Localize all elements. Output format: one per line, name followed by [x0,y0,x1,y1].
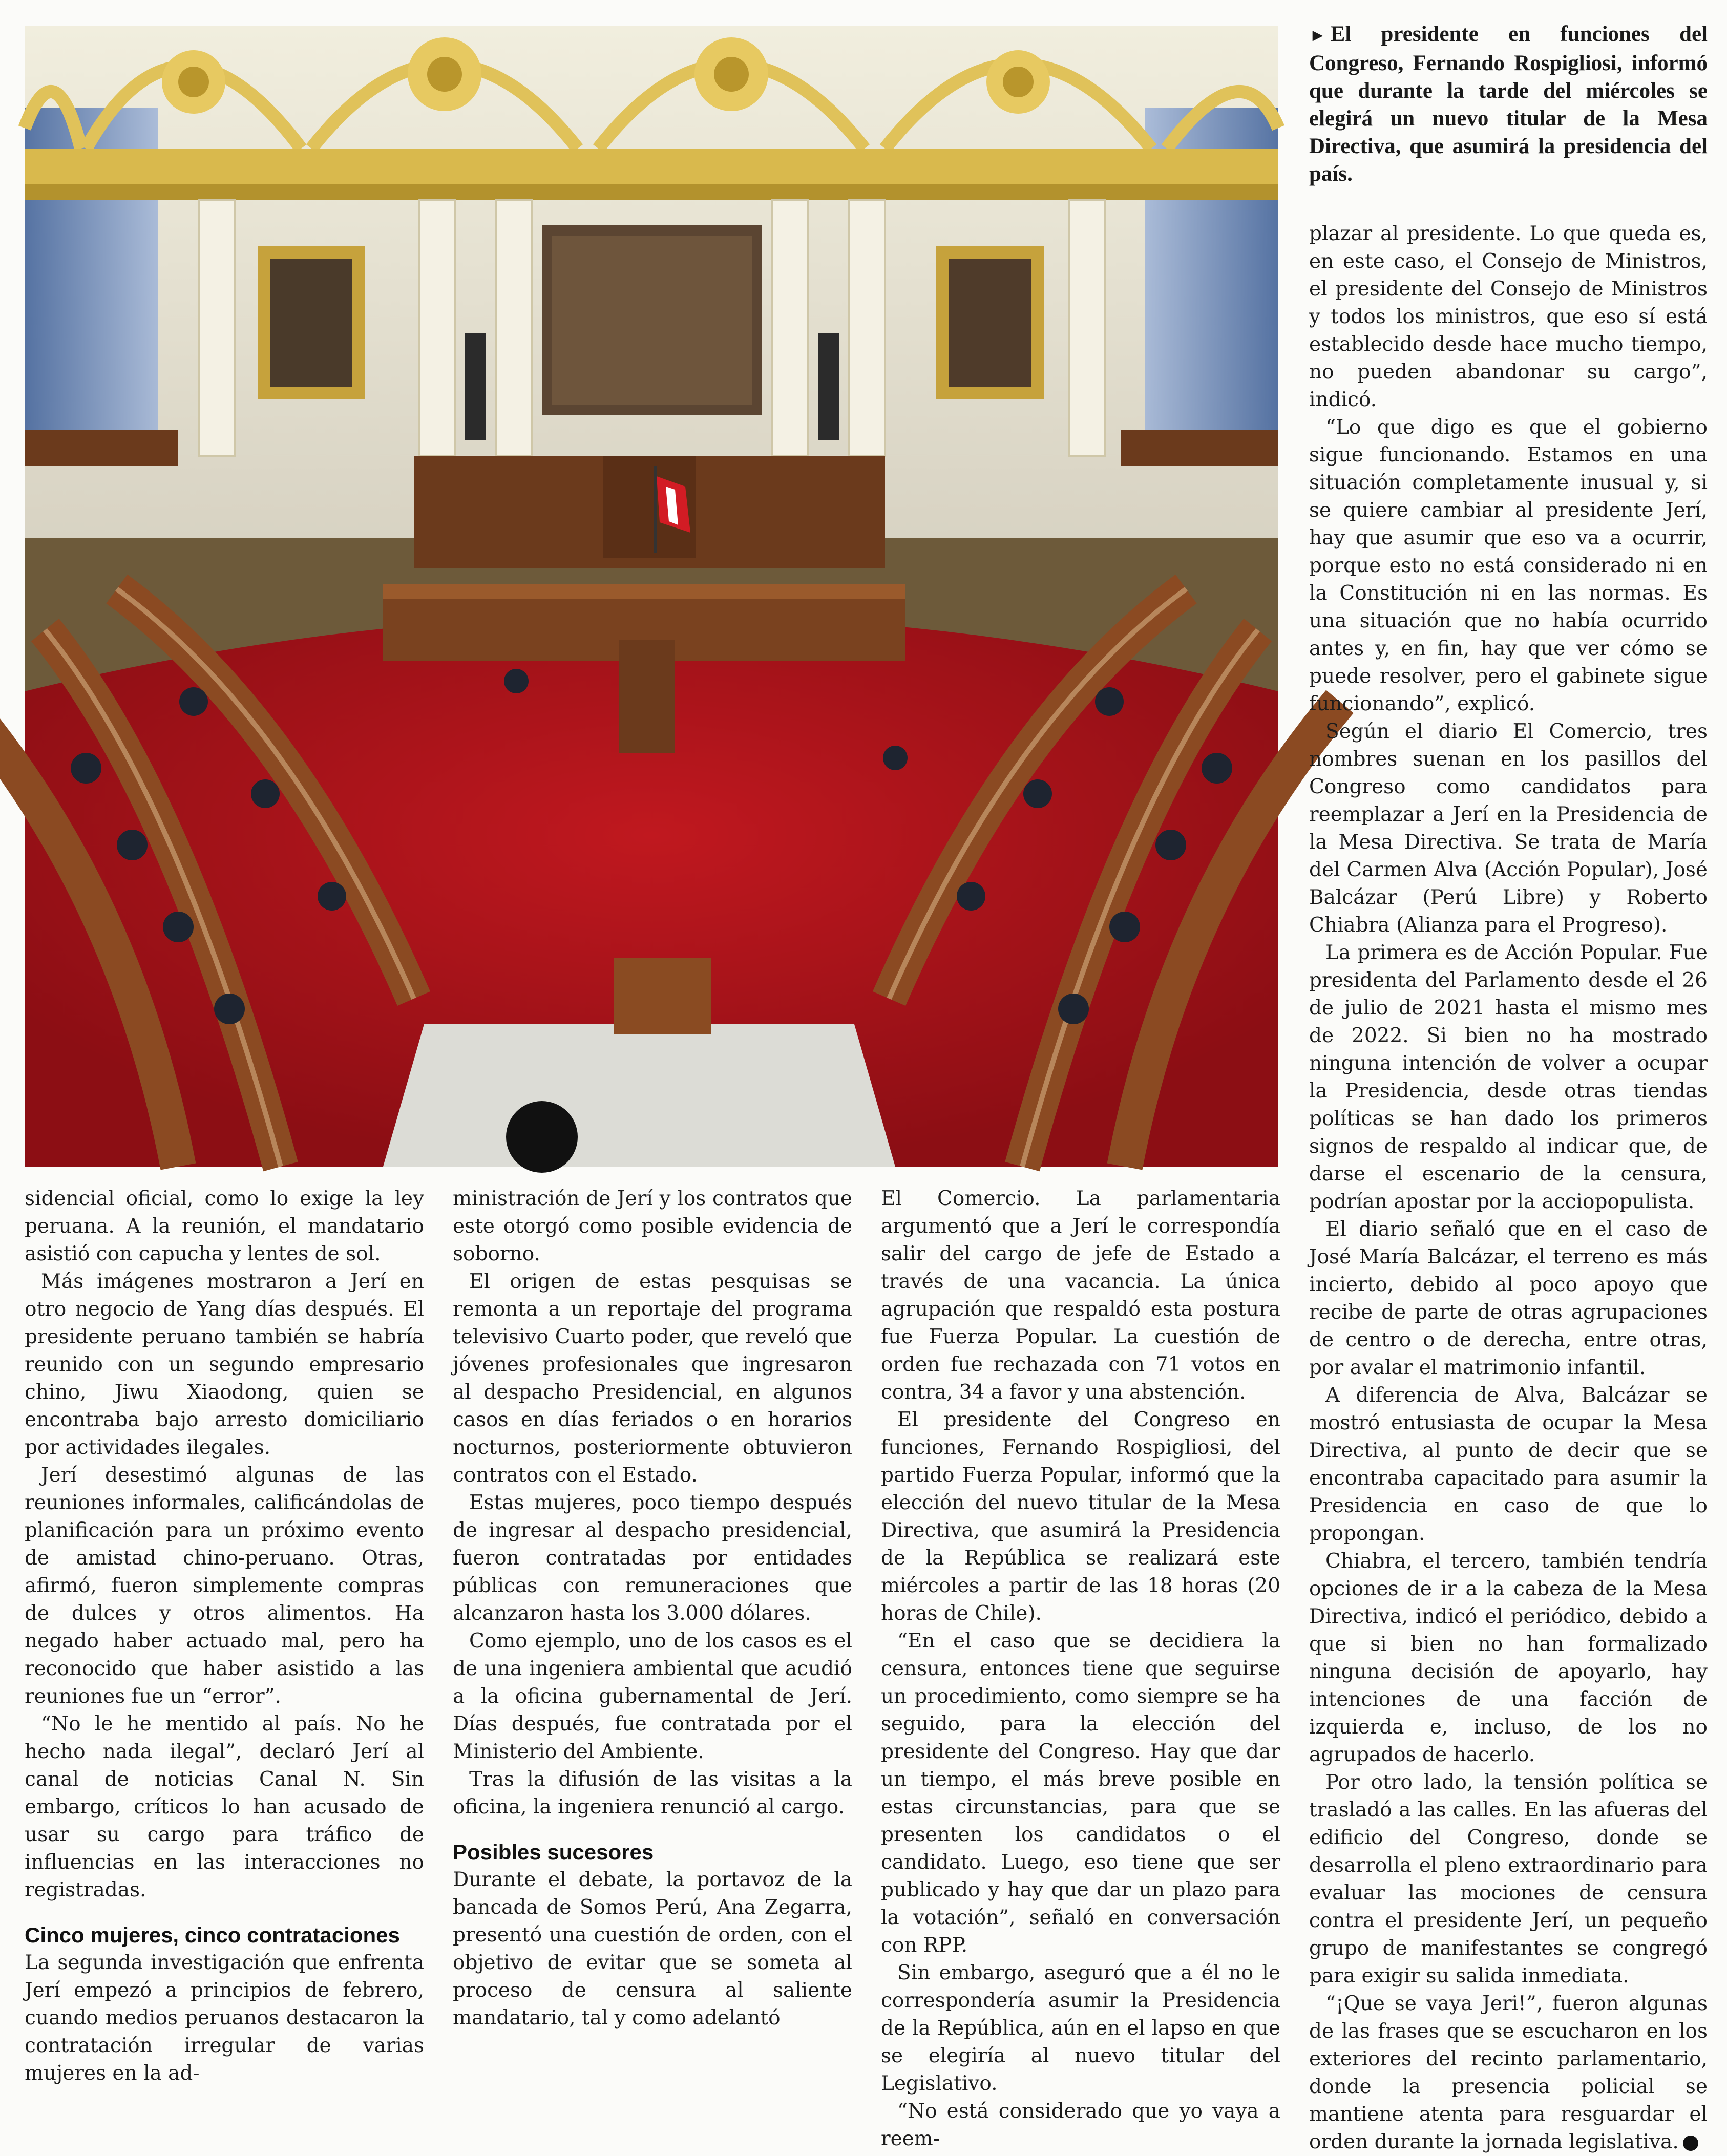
paragraph: La segunda investigación que enfrenta Jerí empezó a principios de febrero, cuando medios peruanos destacaron la contratación irregular de varias mujeres en la ad- [25,1951,424,2085]
article-column-1 [25,1185,424,2085]
paragraph: Jerí desestimó algunas de las reuniones informales, calificándolas de planificación para un próximo evento de amistad chino-peruano. Otras, afirmó, fueron simplemente compras de dulces y otros alimentos. Ha negado haber actuado mal, pero ha reconocido que haber asistido a las reuniones fue un “error”. [25,1464,424,1708]
paragraph: A diferencia de Alva, Balcázar se mostró entusiasta de ocupar la Mesa Directiva, al punto de decir que se encontraba capacitado para asumir la Presidencia en caso de que lo propongan. [1309,1384,1708,1545]
paragraph: Sin embargo, aseguró que a él no le correspondería asumir la Presidencia de la República, aún en el lapso en que se elegiría al nuevo titular del Legislativo. [881,1961,1280,2095]
final-text: “¡Que se vaya Jeri!”, fueron algunas de las frases que se escucharon en los exteriores del recinto parlamentario, donde la presencia policial se mantiene atenta para resguardar el orden durante la jornada legislativa. [1309,1992,1708,2153]
paragraph: La primera es de Acción Popular. Fue presidenta del Parlamento desde el 26 de julio de 2021 hasta el mismo mes de 2022. Si bien no ha mostrado ninguna intención de volver a ocupar la Presidencia, desde otras tiendas políticas se han dado los primeros signos de respaldo al indicar que, de darse el escenario de la censura, podrían apostar por la acciopopulista. [1309,941,1708,1213]
section-heading: Cinco mujeres, cinco contrataciones [25,1923,400,1947]
paragraph-final [1309,1990,1708,2156]
paragraph: “Lo que digo es que el gobierno sigue funcionando. Estamos en una situación completamente inusual y, si se quiere cambiar al presidente Jerí, hay que asumir que eso va a ocurrir, porque esto no está considerado ni en la Constitución ni en las normas. Es una situación que no había ocurrido antes y, en fin, hay que ver cómo se puede resolver, pero el gabinete sigue funcionando”, explicó. [1309,416,1708,715]
paragraph: Chiabra, el tercero, también tendría opciones de ir a la cabeza de la Mesa Directiva, indicó el periódico, debido a que si bien no han formalizado ninguna decisión de apoyarlo, hay intenciones de una facción de izquierda e, incluso, de los no agrupados de hacerlo. [1309,1550,1708,1766]
paragraph: Por otro lado, la tensión política se trasladó a las calles. En las afueras del edificio del Congreso, donde se desarrolla el pleno extraordinario para evaluar las mociones de censura contra el presidente Jerí, un pequeño grupo de manifestantes se congregó para exigir su salida inmediata. [1309,1771,1708,1988]
paragraph: Según el diario El Comercio, tres nombres suenan en los pasillos del Congreso como candidatos para reemplazar a Jerí en la Presidencia de la Mesa Directiva. Se trata de María del Carmen Alva (Acción Popular), José Balcázar (Perú Libre) y Roberto Chiabra (Alianza para el Progreso). [1309,720,1708,937]
paragraph: Durante el debate, la portavoz de la bancada de Somos Perú, Ana Zegarra, presentó una cuestión de orden, con el objetivo de evitar que se someta al proceso de censura al saliente mandatario, tal y como adelantó [453,1868,852,2030]
chamber-illustration [25,26,1278,1167]
article-column-2 [453,1185,852,2030]
paragraph: “En el caso que se decidiera la censura, entonces tiene que seguirse un procedimiento, como siempre se ha seguido, para la elección del presidente del Congreso. Hay que dar un tiempo, el más breve posible en estas circunstancias, para que se presenten los candidatos o el candidato. Luego, eso tiene que ser publicado y hay que dar un plazo para la votación”, señaló en conversación con RPP. [881,1630,1280,1957]
section-heading: Posibles sucesores [453,1840,654,1864]
paragraph: El presidente del Congreso en funciones, Fernando Rospigliosi, del partido Fuerza Popular, informó que la elección del nuevo titular de la Mesa Directiva, que asumirá la Presidencia de la República se realizará este miércoles a partir de las 18 horas (20 horas de Chile). [881,1408,1280,1625]
article-column-4 [1309,220,1708,2153]
paragraph: sidencial oficial, como lo exige la ley peruana. A la reunión, el mandatario asistió con capucha y lentes de sol. [25,1187,424,1265]
paragraph: plazar al presidente. Lo que queda es, en este caso, el Consejo de Ministros, el presidente del Consejo de Ministros y todos los ministros, que eso sí está establecido desde hace mucho tiempo, no pueden abandonar su cargo”, indicó. [1309,222,1708,411]
lede-marker-icon: ► [1309,26,1326,45]
paragraph: El Comercio. La parlamentaria argumentó que a Jerí le correspondía salir del cargo de jefe de Estado a través de una vacancia. La única agrupación que respaldó esta postura fue Fuerza Popular. La cuestión de orden fue rechazada con 71 votos en contra, 34 a favor y una abstención. [881,1187,1280,1404]
paragraph: Como ejemplo, uno de los casos es el de una ingeniera ambiental que acudió a la oficina gubernamental de Jerí. Días después, fue contratada por el Ministerio del Ambiente. [453,1630,852,1763]
paragraph: El origen de estas pesquisas se remonta a un reportaje del programa televisivo Cuarto poder, que reveló que jóvenes profesionales que ingresaron al despacho Presidencial, en algunos casos en días feriados o en horarios nocturnos, posteriormente obtuvieron contratos con el Estado. [453,1270,852,1487]
paragraph: “No está considerado que yo vaya a reem- [881,2100,1280,2150]
page-top-crop [20,0,113,3]
article-lede [1309,20,1708,186]
paragraph: Más imágenes mostraron a Jerí en otro negocio de Yang días después. El presidente peruano también se habría reunido con un segundo empresario chino, Jiwu Xiaodong, quien se encontraba bajo arresto domiciliario por actividades ilegales. [25,1270,424,1459]
end-of-article-bullet-icon [1683,2136,1698,2151]
paragraph: Tras la difusión de las visitas a la oficina, la ingeniera renunció al cargo. [453,1768,852,1819]
congress-chamber-photo [25,26,1278,1167]
paragraph: “No le he mentido al país. No he hecho nada ilegal”, declaró Jerí al canal de noticias Canal N. Sin embargo, críticos lo han acusado de usar su cargo para tráfico de influencias en las interacciones no registradas. [25,1713,424,1901]
paragraph: Estas mujeres, poco tiempo después de ingresar al despacho presidencial, fueron contratadas por entidades públicas con remuneraciones que alcanzaron hasta los 3.000 dólares. [453,1491,852,1625]
lede-text: El presidente en funciones del Congreso, Fernando Rospigliosi, informó que durante la tarde del miércoles se elegirá un nuevo titular de la Mesa Directiva, que asumirá la presidencia del país. [1309,22,1708,186]
paragraph: El diario señaló que en el caso de José María Balcázar, el terreno es más incierto, debido al poco apoyo que recibe de parte de otras agrupaciones de centro o de derecha, entre otras, por avalar el matrimonio infantil. [1309,1218,1708,1379]
article-column-3 [881,1185,1280,2150]
paragraph: ministración de Jerí y los contratos que este otorgó como posible evidencia de soborno. [453,1187,852,1265]
